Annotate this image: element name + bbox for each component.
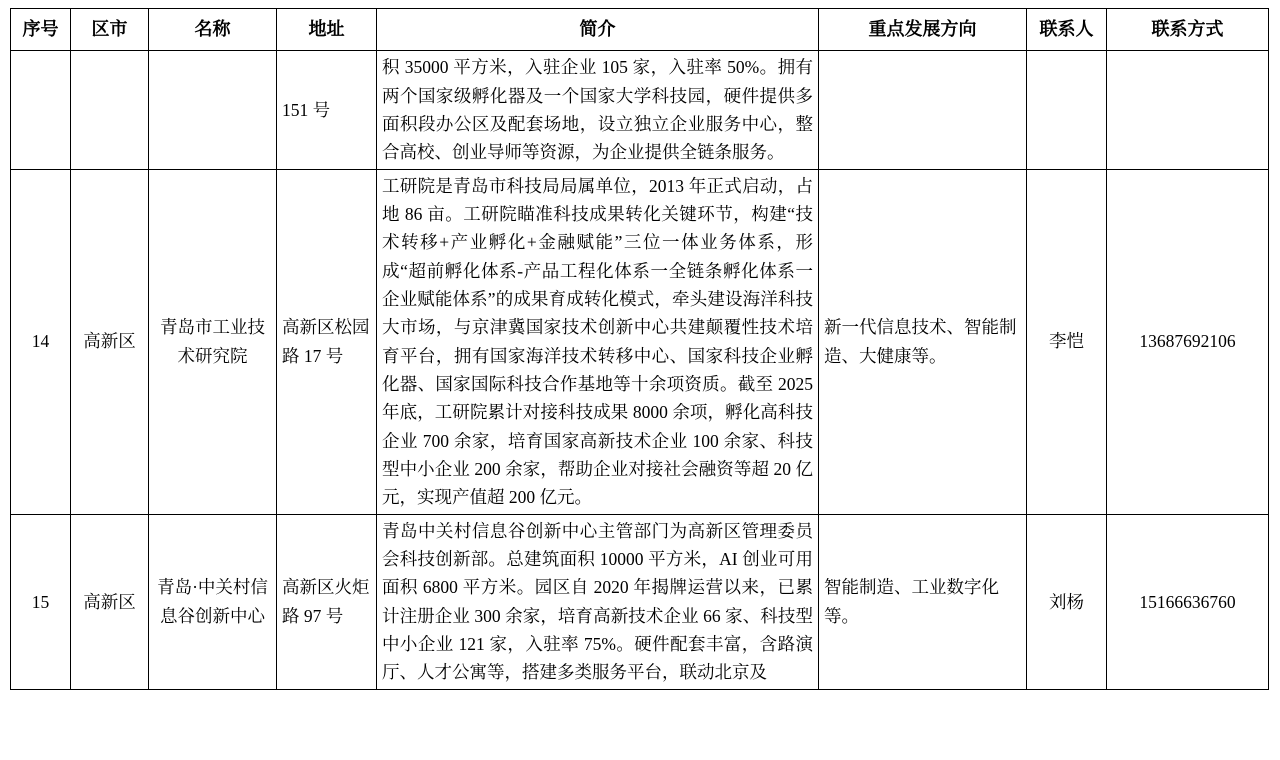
cell-contact-phone: 13687692106 (1107, 169, 1269, 514)
cell-name: 青岛·中关村信息谷创新中心 (149, 514, 277, 689)
cell-contact-person: 刘杨 (1027, 514, 1107, 689)
cell-name (149, 51, 277, 169)
cell-address: 高新区火炬路 97 号 (277, 514, 377, 689)
cell-focus (819, 51, 1027, 169)
cell-focus: 新一代信息技术、智能制造、大健康等。 (819, 169, 1027, 514)
cell-index: 15 (11, 514, 71, 689)
table-header (11, 9, 1269, 51)
column-header-focus: 重点发展方向 (819, 9, 1027, 51)
cell-contact-person (1027, 51, 1107, 169)
cell-district (71, 51, 149, 169)
cell-description: 工研院是青岛市科技局局属单位，2013 年正式启动，占地 86 亩。工研院瞄准科技成果转化关键环节，构建“技术转移+产业孵化+金融赋能”三位一体业务体系，形成“超前孵化体系-产品工程化体系一全链条孵化体系一企业赋能体系”的成果育成转化模式，牵头建设海洋科技大市场，与京津冀国家技术创新中心共建颠覆性技术培育平台，拥有国家海洋技术转移中心、国家科技企业孵化器、国家国际科技合作基地等十余项资质。截至 2025 年底，工研院累计对接科技成果 8000 余项，孵化高科技企业 700 余家，培育国家高新技术企业 100 余家、科技型中小企业 200 余家，帮助企业对接社会融资等超 20 亿元，实现产值超 200 亿元。 (377, 169, 819, 514)
table-row (11, 169, 1269, 514)
cell-contact-phone (1107, 51, 1269, 169)
cell-address: 151 号 (277, 51, 377, 169)
cell-contact-person: 李恺 (1027, 169, 1107, 514)
column-header-district: 区市 (71, 9, 149, 51)
cell-contact-phone: 15166636760 (1107, 514, 1269, 689)
cell-name: 青岛市工业技术研究院 (149, 169, 277, 514)
cell-district: 高新区 (71, 169, 149, 514)
table-header-row (11, 9, 1269, 51)
cell-address: 高新区松园路 17 号 (277, 169, 377, 514)
enterprise-park-table (10, 8, 1269, 690)
cell-district: 高新区 (71, 514, 149, 689)
cell-index (11, 51, 71, 169)
table-row (11, 51, 1269, 169)
column-header-contact-person: 联系人 (1027, 9, 1107, 51)
column-header-description: 简介 (377, 9, 819, 51)
cell-description: 青岛中关村信息谷创新中心主管部门为高新区管理委员会科技创新部。总建筑面积 10000 平方米，AI 创业可用面积 6800 平方米。园区自 2020 年揭牌运营以来，已累计注册企业 300 余家，培育高新技术企业 66 家、科技型中小企业 121 家，入驻率 75%。硬件配套丰富，含路演厅、人才公寓等，搭建多类服务平台，联动北京及 (377, 514, 819, 689)
column-header-address: 地址 (277, 9, 377, 51)
cell-description: 积 35000 平方米，入驻企业 105 家，入驻率 50%。拥有两个国家级孵化器及一个国家大学科技园，硬件提供多面积段办公区及配套场地，设立独立企业服务中心，整合高校、创业导师等资源，为企业提供全链条服务。 (377, 51, 819, 169)
cell-focus: 智能制造、工业数字化等。 (819, 514, 1027, 689)
column-header-name: 名称 (149, 9, 277, 51)
column-header-contact-phone: 联系方式 (1107, 9, 1269, 51)
column-header-index: 序号 (11, 9, 71, 51)
table-row (11, 514, 1269, 689)
cell-index: 14 (11, 169, 71, 514)
table-body (11, 51, 1269, 690)
